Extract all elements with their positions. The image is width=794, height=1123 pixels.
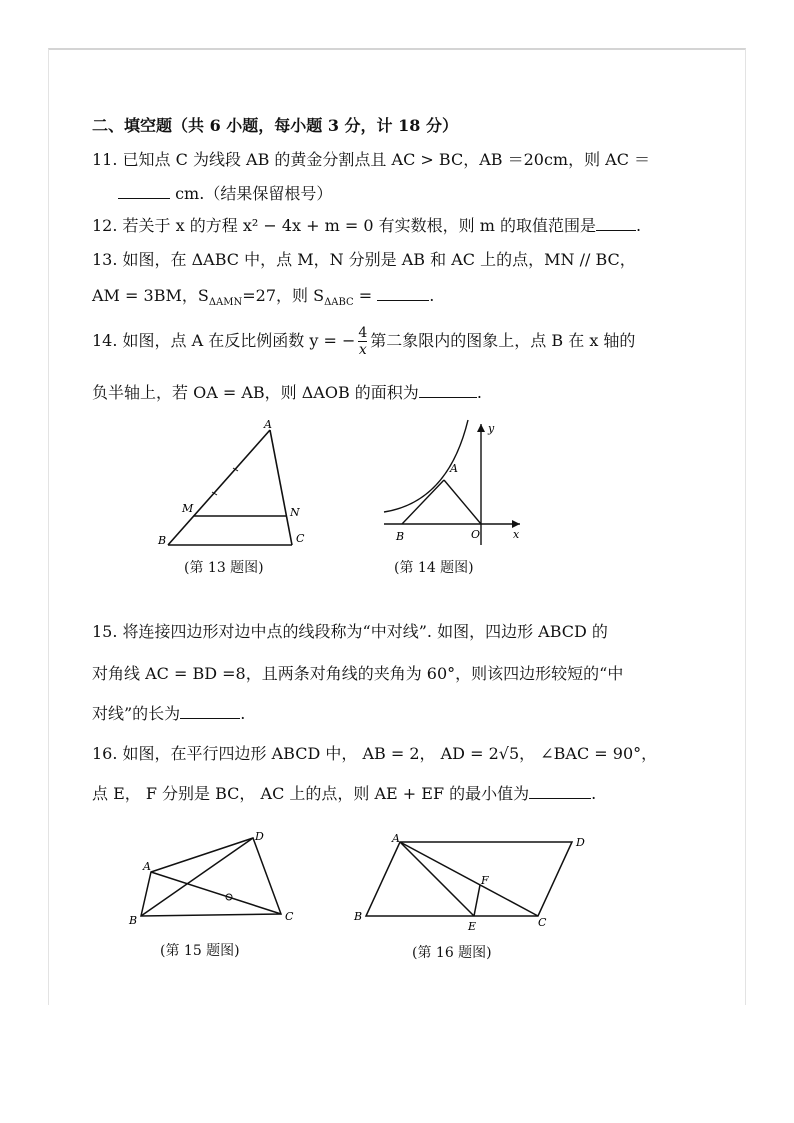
caption-15: (第 15 题图)	[160, 943, 240, 959]
segment-ae	[400, 842, 474, 916]
equals-sign: =	[353, 286, 378, 305]
question-15-line-1: 15. 将连接四边形对边中点的线段称为“中对线”. 如图，四边形 ABCD 的	[92, 622, 608, 641]
y-axis-arrow	[477, 424, 485, 432]
fraction-4-over-x	[358, 325, 367, 358]
label-x: x	[513, 528, 520, 541]
section-heading: 二、填空题（共 6 小题，每小题 3 分，计 18 分）	[92, 116, 458, 135]
figure-16	[350, 828, 600, 938]
question-13-line-1: 13. 如图，在 ΔABC 中，点 M，N 分别是 AB 和 AC 上的点，MN // BC，	[92, 250, 636, 269]
label-f: F	[481, 874, 489, 887]
figure-13	[150, 410, 320, 555]
diagonal-ac	[151, 872, 281, 914]
segment-ef	[474, 885, 480, 916]
label-m: M	[182, 502, 194, 515]
label-d: D	[576, 836, 585, 849]
answer-blank-16[interactable]	[529, 784, 591, 799]
quadrilateral-abcd	[141, 838, 281, 916]
question-16-text: 点 E， F 分别是 BC， AC 上的点，则 AE + EF 的最小值为	[92, 784, 530, 803]
segment-ao	[444, 480, 481, 524]
question-14-text-c: 负半轴上，若 OA = AB，则 ΔAOB 的面积为	[92, 383, 419, 402]
fraction-denominator: x	[358, 342, 367, 358]
question-13-line-2	[92, 283, 434, 308]
figure-14	[378, 410, 528, 555]
question-14-line-2	[92, 380, 482, 403]
label-c: C	[296, 532, 305, 545]
answer-blank-12[interactable]	[596, 216, 636, 231]
label-a: A	[392, 832, 400, 845]
answer-blank-11[interactable]	[118, 184, 170, 199]
label-b: B	[129, 914, 138, 927]
answer-blank-14[interactable]	[419, 383, 477, 398]
segment-ab	[402, 480, 444, 524]
label-a: A	[143, 860, 151, 873]
question-13-text-b: =27，则 S	[242, 286, 325, 305]
diagonal-ac	[400, 842, 538, 916]
question-11-line-1: 11. 已知点 C 为线段 AB 的黄金分割点且 AC > BC，AB ＝20cm，则 AC ＝	[92, 150, 651, 169]
period: .	[429, 286, 435, 305]
question-12-line-1	[92, 213, 641, 236]
label-n: N	[290, 506, 300, 519]
x-axis-arrow	[512, 520, 520, 528]
label-e: E	[468, 920, 477, 933]
fraction-numerator: 4	[358, 325, 368, 341]
question-12-text: 12. 若关于 x 的方程 x² − 4x + m = 0 有实数根，则 m 的取值范围是	[92, 216, 596, 235]
segment-ac	[270, 430, 292, 545]
question-13-text: AM = 3BM，S	[92, 286, 209, 305]
question-16-line-2	[92, 781, 596, 804]
question-11-unit: cm.（结果保留根号）	[175, 184, 333, 203]
question-15-text: 对线”的长为	[92, 704, 181, 723]
period: .	[476, 383, 482, 402]
label-b: B	[354, 910, 363, 923]
subscript-amn: ΔAMN	[208, 297, 243, 309]
period: .	[591, 784, 597, 803]
segment-ab	[168, 430, 270, 545]
question-14-text: 14. 如图，点 A 在反比例函数 y = −	[92, 331, 356, 350]
caption-16: (第 16 题图)	[412, 945, 492, 961]
question-11-line-2	[118, 181, 332, 204]
label-b: B	[396, 530, 405, 543]
label-y: y	[488, 422, 495, 435]
label-c: C	[285, 910, 294, 923]
label-c: C	[538, 916, 547, 929]
label-a: A	[264, 418, 272, 431]
label-a: A	[450, 462, 458, 475]
label-b: B	[158, 534, 167, 547]
period: .	[635, 216, 642, 235]
caption-14: (第 14 题图)	[394, 560, 474, 576]
answer-blank-13[interactable]	[377, 286, 429, 301]
figure-15	[125, 828, 305, 928]
question-14-line-1	[92, 325, 635, 358]
answer-blank-15[interactable]	[180, 704, 240, 719]
label-o: O	[471, 528, 481, 541]
period: .	[240, 704, 246, 723]
diagonal-bd	[141, 838, 253, 916]
caption-13: (第 13 题图)	[184, 560, 264, 576]
subscript-abc: ΔABC	[324, 297, 354, 309]
question-15-line-2: 对角线 AC = BD =8，且两条对角线的夹角为 60°，则该四边形较短的“中	[92, 664, 624, 683]
question-16-line-1: 16. 如图，在平行四边形 ABCD 中， AB = 2， AD = 2√5， ∠BAC = 90°，	[92, 744, 658, 763]
label-d: D	[255, 830, 264, 843]
question-14-text-b: 第二象限内的图象上，点 B 在 x 轴的	[370, 331, 636, 350]
question-15-line-3	[92, 701, 245, 724]
